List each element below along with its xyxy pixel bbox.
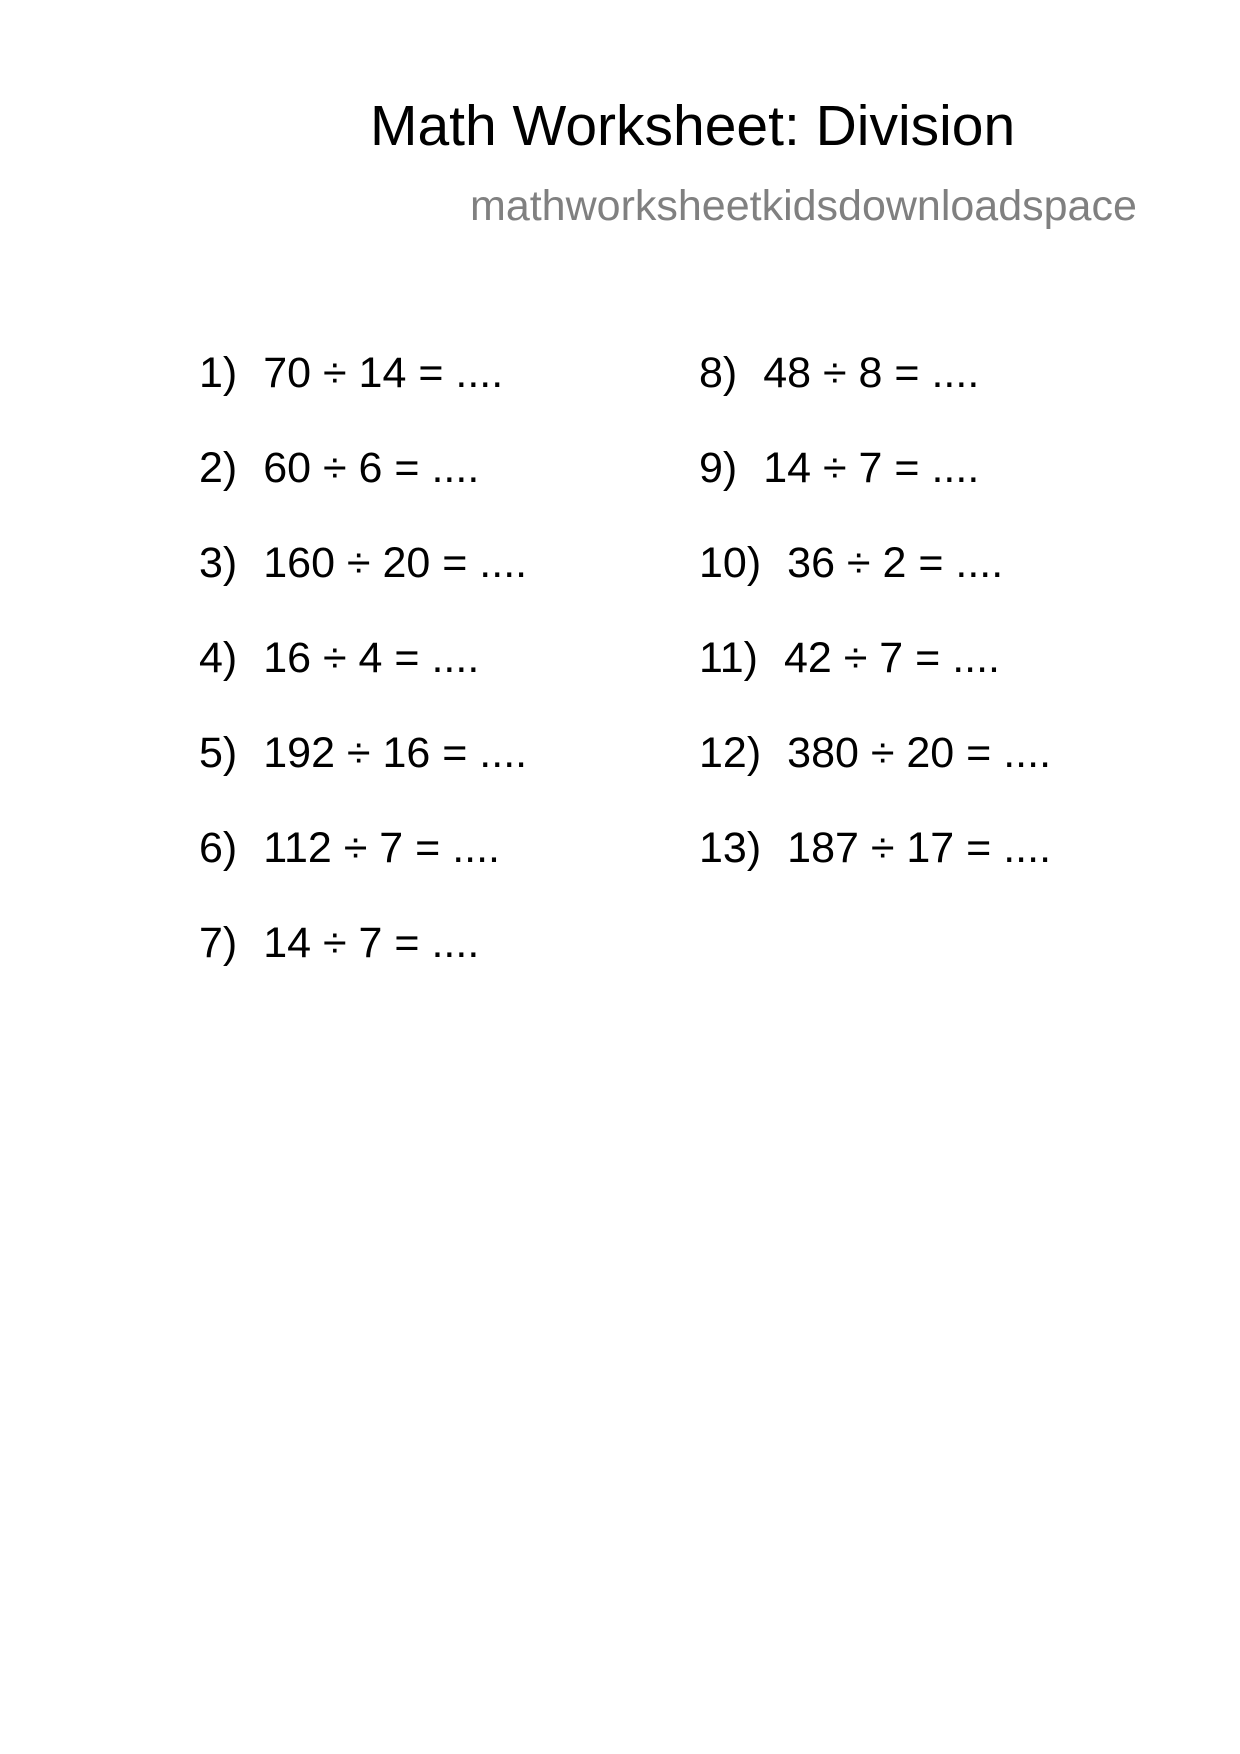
problem-item xyxy=(199,919,527,1017)
problem-item xyxy=(199,539,528,637)
problem-number: 4) xyxy=(199,634,238,682)
problem-item xyxy=(699,539,1051,637)
problem-number: 8) xyxy=(699,349,738,397)
problem-item xyxy=(199,634,527,732)
problem-expression: 380 ÷ 20 = .... xyxy=(787,729,1052,777)
problem-item xyxy=(699,444,1051,542)
problem-expression: 36 ÷ 2 = .... xyxy=(787,539,1004,587)
problem-number: 7) xyxy=(199,919,238,967)
problem-item xyxy=(699,824,1052,922)
problem-expression: 48 ÷ 8 = .... xyxy=(763,349,980,397)
problem-expression: 192 ÷ 16 = .... xyxy=(263,729,528,777)
problem-number: 6) xyxy=(199,824,238,872)
page-title: Math Worksheet: Division xyxy=(370,94,1016,158)
problem-number: 5) xyxy=(199,729,238,777)
page-subtitle: mathworksheetkidsdownloadspace xyxy=(470,182,1137,230)
problem-item xyxy=(699,349,1051,447)
problem-item xyxy=(199,349,527,447)
problem-number: 10) xyxy=(699,539,762,587)
problem-expression: 16 ÷ 4 = .... xyxy=(263,634,480,682)
problem-expression: 60 ÷ 6 = .... xyxy=(263,444,480,492)
problem-expression: 112 ÷ 7 = .... xyxy=(263,824,500,872)
problem-item xyxy=(699,634,1051,732)
problem-number: 2) xyxy=(199,444,238,492)
problem-column-right xyxy=(699,349,1052,922)
problem-expression: 70 ÷ 14 = .... xyxy=(263,349,504,397)
problem-expression: 14 ÷ 7 = .... xyxy=(263,919,480,967)
problem-number: 13) xyxy=(699,824,762,872)
problem-expression: 160 ÷ 20 = .... xyxy=(263,539,528,587)
problem-item xyxy=(699,729,1052,827)
problem-expression: 187 ÷ 17 = .... xyxy=(787,824,1052,872)
problem-number: 11) xyxy=(699,634,758,682)
problem-number: 9) xyxy=(699,444,738,492)
problem-column-left xyxy=(199,349,528,1017)
problem-number: 3) xyxy=(199,539,238,587)
problem-item xyxy=(199,444,527,542)
problem-number: 1) xyxy=(199,349,238,397)
problem-item xyxy=(199,729,528,827)
problem-number: 12) xyxy=(699,729,762,777)
problem-item xyxy=(199,824,527,922)
problem-expression: 42 ÷ 7 = .... xyxy=(783,634,1000,682)
problem-expression: 14 ÷ 7 = .... xyxy=(763,444,980,492)
